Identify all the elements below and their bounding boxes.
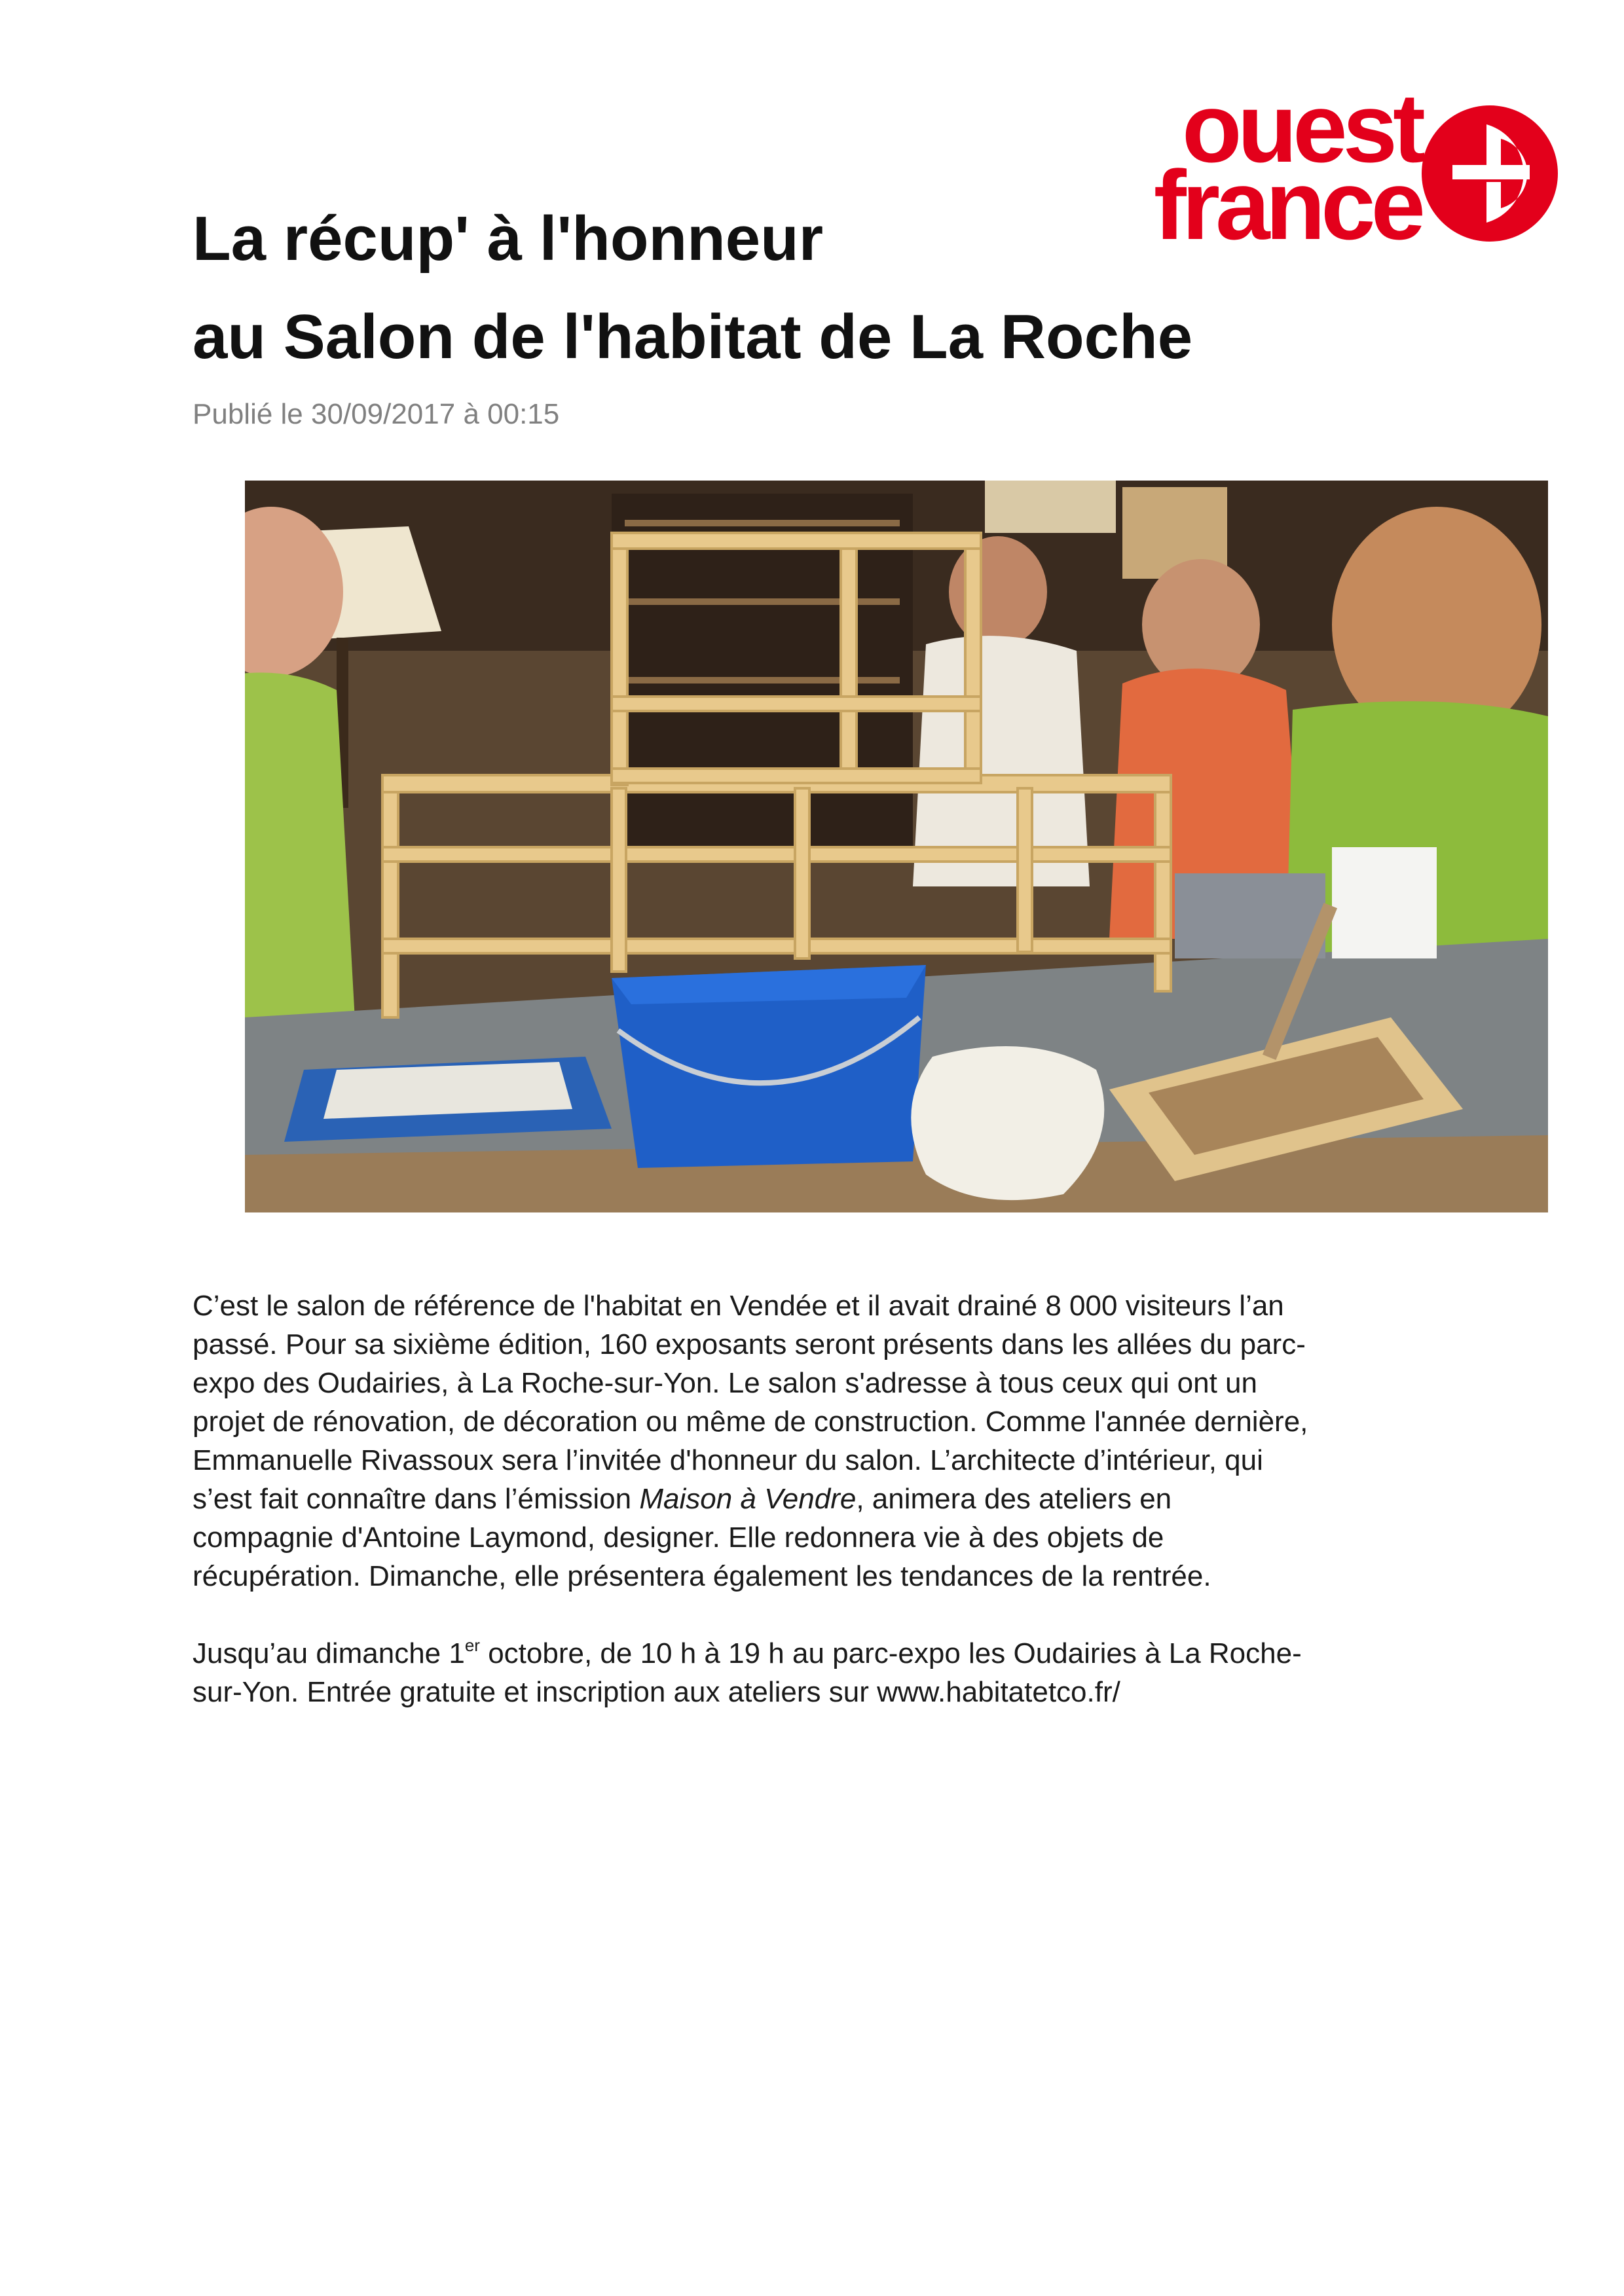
ordinal-superscript: er	[464, 1635, 480, 1655]
body-line	[193, 1480, 1437, 1518]
headline-line-2: au Salon de l'habitat de La Roche	[193, 302, 1193, 372]
body-line: compagnie d'Antoine Laymond, designer. Elle redonnera vie à des objets de	[193, 1522, 1164, 1554]
show-title-italic: Maison à Vendre	[639, 1483, 857, 1515]
article-headline	[193, 190, 1437, 386]
headline-line-1: La récup' à l'honneur	[193, 204, 824, 274]
body-line: C’est le salon de référence de l'habitat en Vendée et il avait drainé 8 000 visiteurs l’an	[193, 1290, 1284, 1322]
article-photo	[245, 481, 1548, 1212]
workshop-photo-illustration	[245, 481, 1548, 1212]
body-line: récupération. Dimanche, elle présentera également les tendances de la rentrée.	[193, 1560, 1211, 1592]
ouest-france-roundel-icon	[1421, 105, 1559, 242]
body-line: sur-Yon. Entrée gratuite et inscription aux ateliers sur www.habitatetco.fr/	[193, 1676, 1120, 1708]
logo-word-france: france	[1153, 150, 1421, 260]
body-line: Emmanuelle Rivassoux sera l’invitée d'honneur du salon. L’architecte d’intérieur, qui	[193, 1444, 1263, 1476]
body-text-segment: octobre, de 10 h à 19 h au parc-expo les Oudairies à La Roche-	[479, 1637, 1302, 1669]
body-line: expo des Oudairies, à La Roche-sur-Yon. Le salon s'adresse à tous ceux qui ont un	[193, 1367, 1258, 1399]
body-text-segment: Jusqu’au dimanche 1	[193, 1637, 465, 1669]
body-line: projet de rénovation, de décoration ou même de construction. Comme l'année dernière,	[193, 1406, 1308, 1438]
body-line	[193, 1634, 1437, 1673]
logo-word-ouest: ouest	[1181, 73, 1421, 183]
article-body	[193, 1286, 1437, 1711]
paragraph-gap	[193, 1595, 1437, 1634]
body-line: passé. Pour sa sixième édition, 160 exposants seront présents dans les allées du parc-	[193, 1328, 1306, 1360]
body-text-segment: , animera des ateliers en	[856, 1483, 1172, 1515]
publication-date: Publié le 30/09/2017 à 00:15	[193, 398, 560, 430]
body-text-segment: s’est fait connaître dans l’émission	[193, 1483, 640, 1515]
